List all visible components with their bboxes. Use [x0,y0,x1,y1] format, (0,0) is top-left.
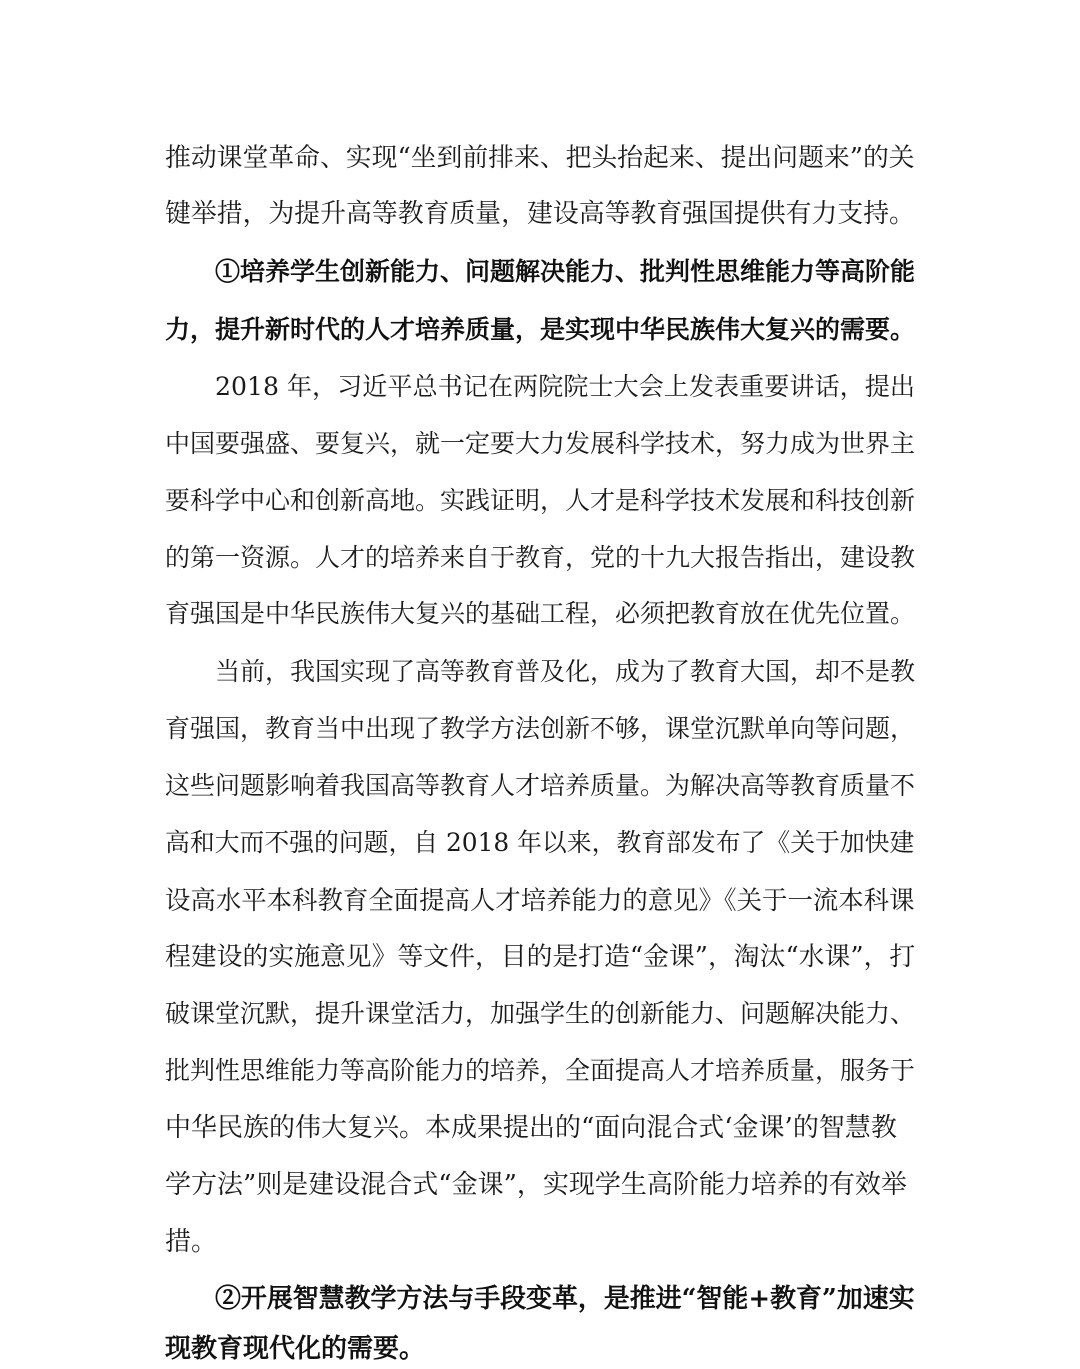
p1-line-4: 的第一资源。人才的培养来自于教育，党的十九大报告指出，建设教 [165,543,916,572]
p2-line-1: 当前，我国实现了高等教育普及化，成为了教育大国，却不是教 [215,657,916,686]
text-line [0,138,1080,178]
text-line [0,594,1080,634]
p2-line-9: 中华民族的伟大复兴。本成果提出的“面向混合式‘金课’的智慧教 [165,1113,897,1143]
text-line [0,1051,1080,1091]
p2-line-3: 这些问题影响着我国高等教育人才培养质量。为解决高等教育质量不 [165,771,916,800]
text-line [0,709,1080,749]
text-line [0,994,1080,1034]
text-line [0,1329,1080,1369]
p2-line-11: 措。 [165,1227,218,1257]
text-line [0,823,1080,863]
text-line [0,937,1080,977]
text-line [0,194,1080,234]
p2-line-6: 程建设的实施意见》等文件，目的是打造“金课”，淘汰“水课”，打 [165,942,916,972]
text-line [0,481,1080,521]
p1-line-1: 2018 年，习近平总书记在两院院士大会上发表重要讲话，提出 [215,372,916,401]
heading1-line-2: 力，提升新时代的人才培养质量，是实现中华民族伟大复兴的需要。 [165,315,916,344]
p2-line-7: 破课堂沉默，提升课堂活力，加强学生的创新能力、问题解决能力、 [165,999,916,1028]
text-line [0,652,1080,692]
text-line [0,538,1080,578]
text-line [0,310,1080,350]
heading2-line-1: ②开展智慧教学方法与手段变革，是推进“智能+教育”加速实 [215,1284,915,1314]
intro-line-1: 推动课堂革命、实现“坐到前排来、把头抬起来、提出问题来”的关 [165,143,915,173]
text-line [0,252,1080,292]
text-line [0,1108,1080,1148]
p2-line-10: 学方法”则是建设混合式“金课”，实现学生高阶能力培养的有效举 [165,1170,907,1200]
p2-line-5: 设高水平本科教育全面提高人才培养能力的意见》《关于一流本科课 [165,885,915,915]
text-line [0,1279,1080,1319]
text-line [0,1165,1080,1205]
text-line [0,424,1080,464]
p2-line-8: 批判性思维能力等高阶能力的培养，全面提高人才培养质量，服务于 [165,1056,916,1085]
text-line [0,766,1080,806]
text-line [0,880,1080,920]
heading2-line-2: 现教育现代化的需要。 [165,1334,426,1364]
p2-line-4: 高和大而不强的问题，自 2018 年以来，教育部发布了《关于加快建 [165,828,915,857]
text-line [0,1222,1080,1262]
p1-line-3: 要科学中心和创新高地。实践证明，人才是科学技术发展和科技创新 [165,486,916,515]
p2-line-2: 育强国，教育当中出现了教学方法创新不够，课堂沉默单向等问题， [165,714,916,743]
text-line [0,367,1080,407]
intro-line-2: 键举措，为提升高等教育质量，建设高等教育强国提供有力支持。 [165,199,915,229]
p1-line-2: 中国要强盛、要复兴，就一定要大力发展科学技术，努力成为世界主 [165,429,916,458]
heading1-line-1: ①培养学生创新能力、问题解决能力、批判性思维能力等高阶能 [215,257,916,286]
p1-line-5: 育强国是中华民族伟大复兴的基础工程，必须把教育放在优先位置。 [165,599,916,628]
